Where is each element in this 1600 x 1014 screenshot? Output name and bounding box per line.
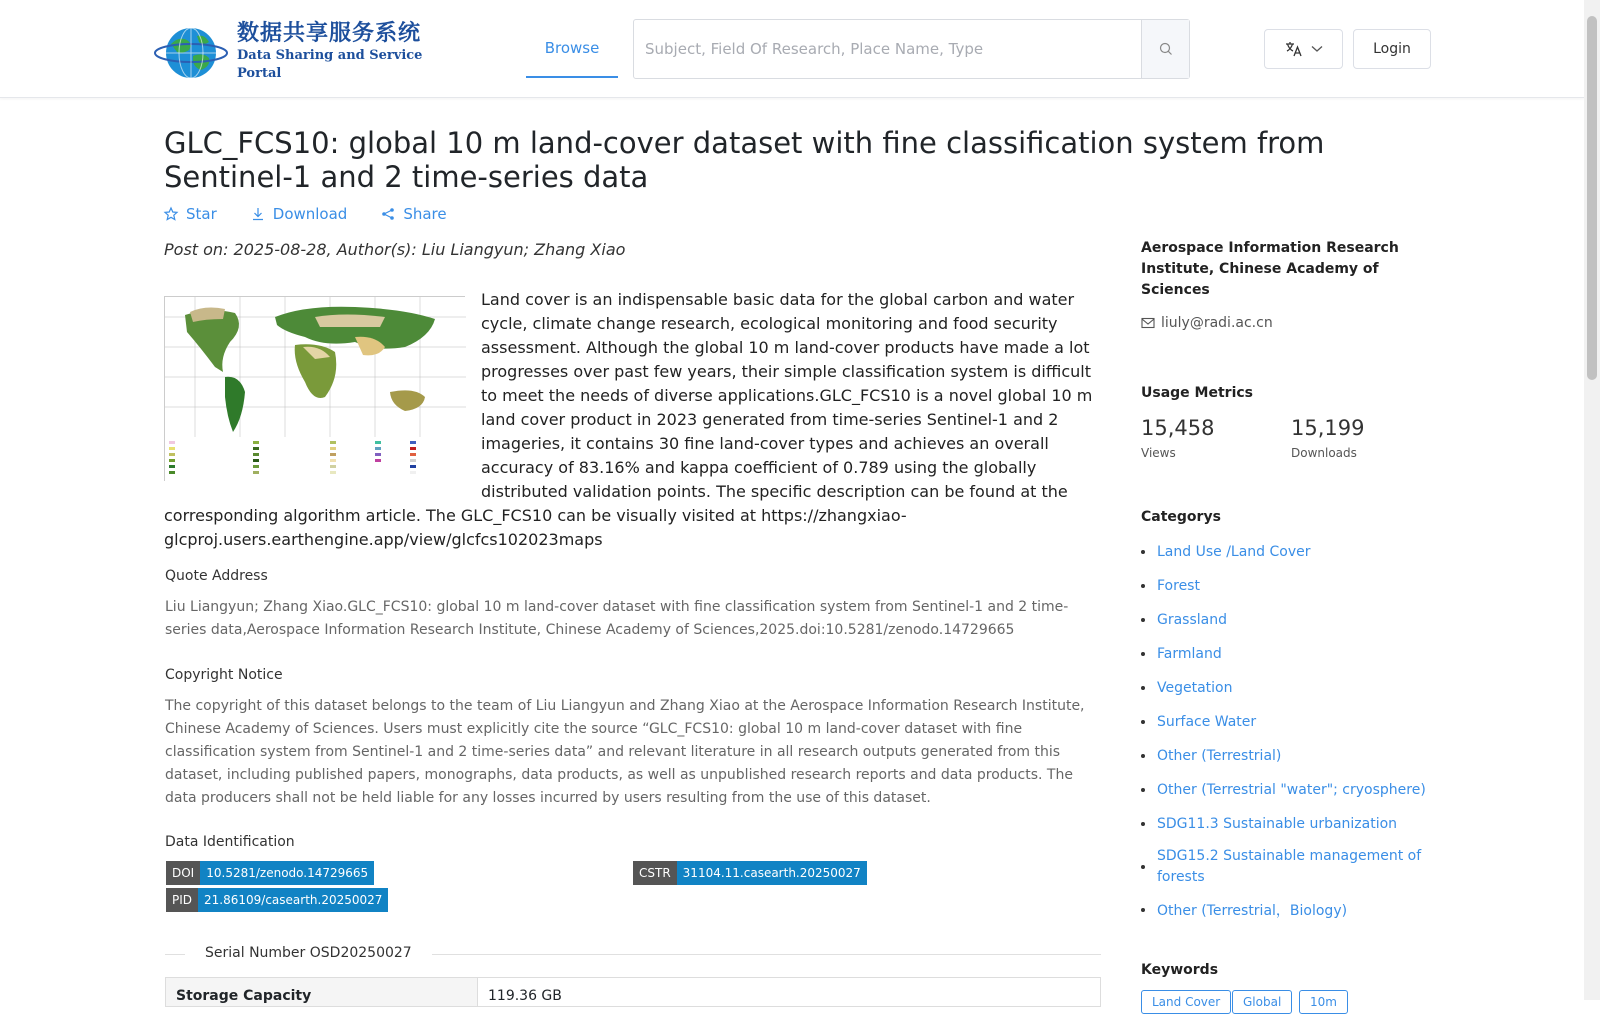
category-item[interactable]	[1141, 612, 1227, 628]
cstr-value: 31104.11.casearth.20250027	[677, 861, 867, 885]
contact-email[interactable]	[1141, 315, 1431, 331]
search-input[interactable]	[634, 20, 1141, 78]
category-label: SDG11.3 Sustainable urbanization	[1157, 816, 1398, 832]
search-button[interactable]	[1141, 20, 1189, 78]
download-label: Download	[272, 205, 348, 223]
dataset-actions	[164, 205, 447, 223]
post-info: Post on: 2025-08-28, Author(s): Liu Liangyun; Zhang Xiao	[164, 240, 626, 259]
category-label: Other (Terrestrial，Biology)	[1157, 903, 1348, 919]
share-label: Share	[403, 205, 447, 223]
cstr-key: CSTR	[633, 861, 677, 885]
categories-title: Categorys	[1141, 509, 1221, 525]
dataset-title: GLC_FCS10: global 10 m land-cover dataset with fine classification system from Sentinel-1 and 2 time-series data	[164, 126, 1325, 194]
category-item[interactable]	[1141, 748, 1281, 764]
downloads-label: Downloads	[1291, 446, 1357, 460]
page-scrollbar[interactable]	[1584, 0, 1600, 1000]
organization-name: Aerospace Information Research Institute, Chinese Academy of Sciences	[1141, 240, 1399, 298]
category-item[interactable]	[1141, 846, 1431, 888]
share-button[interactable]	[381, 205, 446, 223]
login-button[interactable]: Login	[1353, 29, 1431, 69]
quote-address-text: Liu Liangyun; Zhang Xiao.GLC_FCS10: global 10 m land-cover dataset with fine classification system from Sentinel-1 and 2 time-series data,Aerospace Information Research Institute, Chinese Academy of Sciences,2025.doi:10.5281/zenodo.14729665	[165, 599, 1069, 638]
download-button[interactable]	[251, 205, 348, 223]
logo-chinese-text: 数据共享服务系统	[237, 20, 422, 46]
category-item[interactable]	[1141, 680, 1233, 696]
copyright-label: Copyright Notice	[165, 667, 283, 683]
share-icon	[381, 207, 395, 221]
pid-value: 21.86109/casearth.20250027	[198, 888, 388, 912]
pid-key: PID	[166, 888, 198, 912]
search-box	[633, 19, 1190, 79]
category-item[interactable]	[1141, 646, 1222, 662]
globe-logo-icon	[153, 22, 231, 80]
dataset-map-thumbnail[interactable]	[164, 296, 465, 481]
downloads-count: 15,199	[1291, 416, 1365, 440]
storage-capacity-value: 119.36 GB	[488, 988, 562, 1004]
nav-browse[interactable]: Browse	[526, 20, 618, 78]
scroll-thumb[interactable]	[1587, 16, 1597, 380]
category-label: Vegetation	[1157, 680, 1233, 696]
category-label: Land Use /Land Cover	[1157, 544, 1311, 560]
category-item[interactable]	[1141, 782, 1426, 798]
category-label: Other (Terrestrial)	[1157, 748, 1282, 764]
category-label: Other (Terrestrial "water"; cryosphere)	[1157, 782, 1426, 798]
keywords-title: Keywords	[1141, 962, 1219, 978]
quote-address-label: Quote Address	[165, 568, 268, 584]
star-button[interactable]	[164, 205, 217, 223]
serial-number: Serial Number OSD20250027	[185, 945, 432, 961]
star-label: Star	[186, 205, 217, 223]
copyright-text: The copyright of this dataset belongs to the team of Liu Liangyun and Zhang Xiao at the Aerospace Information Research Institute, Chinese Academy of Sciences. Users must explicitly cite the source “GLC_FCS10: global 10 m land-cover dataset with fine classification system from Sentinel-1 and 2 time-series data” and relevant literature in all research outputs generated from this dataset, including published papers, monographs, data products, as well as unpublished research reports and data products. The data producers shall not be held liable for any losses incurred by users resulting from the use of this dataset.	[165, 698, 1085, 806]
language-select[interactable]	[1264, 29, 1343, 69]
category-item[interactable]	[1141, 578, 1200, 594]
category-item[interactable]	[1141, 900, 1347, 920]
translate-icon	[1285, 41, 1303, 57]
views-label: Views	[1141, 446, 1176, 460]
abstract-section	[164, 288, 1102, 552]
keyword-tag[interactable]: 10m	[1299, 990, 1348, 1014]
category-item[interactable]	[1141, 816, 1397, 832]
storage-capacity-label: Storage Capacity	[166, 978, 478, 1006]
data-identification-label: Data Identification	[165, 834, 295, 850]
search-icon	[1159, 42, 1173, 56]
doi-badge[interactable]	[166, 861, 374, 885]
keyword-tag[interactable]: Global	[1232, 990, 1292, 1014]
category-item[interactable]	[1141, 544, 1311, 560]
mail-icon	[1141, 317, 1155, 329]
metadata-table	[165, 977, 1101, 1007]
pid-badge[interactable]	[166, 888, 388, 912]
doi-value: 10.5281/zenodo.14729665	[200, 861, 374, 885]
star-icon	[164, 207, 178, 221]
category-label: Farmland	[1157, 646, 1222, 662]
category-item[interactable]	[1141, 714, 1256, 730]
doi-key: DOI	[166, 861, 200, 885]
usage-metrics-title: Usage Metrics	[1141, 385, 1253, 401]
cstr-badge[interactable]	[633, 861, 867, 885]
site-logo[interactable]	[153, 22, 438, 80]
views-count: 15,458	[1141, 416, 1215, 440]
category-label: Surface Water	[1157, 714, 1257, 730]
category-label: Grassland	[1157, 612, 1227, 628]
keyword-tag[interactable]: Land Cover	[1141, 990, 1231, 1014]
logo-english-text: Data Sharing and Service Portal	[237, 48, 423, 81]
author-panel	[1141, 238, 1431, 331]
category-label: SDG15.2 Sustainable management of forests	[1157, 848, 1422, 885]
dataset-abstract: Land cover is an indispensable basic data for the global carbon and water cycle, climate change research, ecological monitoring and food security assessment. Although the global 10 m land-cover products have made a lot progresses over past few years, their simple classification system is difficult to meet the needs of diverse applications.GLC_FCS10 is a novel global 10 m land cover product in 2023 generated from time-series Sentinel-1 and 2 imageries, it contains 30 fine land-cover types and achieves an overall accuracy of 83.16% and kappa coefficient of 0.789 using the globally distributed validation points. The specific description can be found at the corresponding algorithm article. The GLC_FCS10 can be visually visited at https://zhangxiao-glcproj.users.earthengine.app/view/glcfcs102023maps	[164, 290, 1093, 549]
chevron-down-icon	[1311, 45, 1323, 53]
top-header	[0, 0, 1584, 98]
category-label: Forest	[1157, 578, 1200, 594]
email-text: liuly@radi.ac.cn	[1161, 315, 1273, 331]
download-icon	[251, 207, 265, 221]
